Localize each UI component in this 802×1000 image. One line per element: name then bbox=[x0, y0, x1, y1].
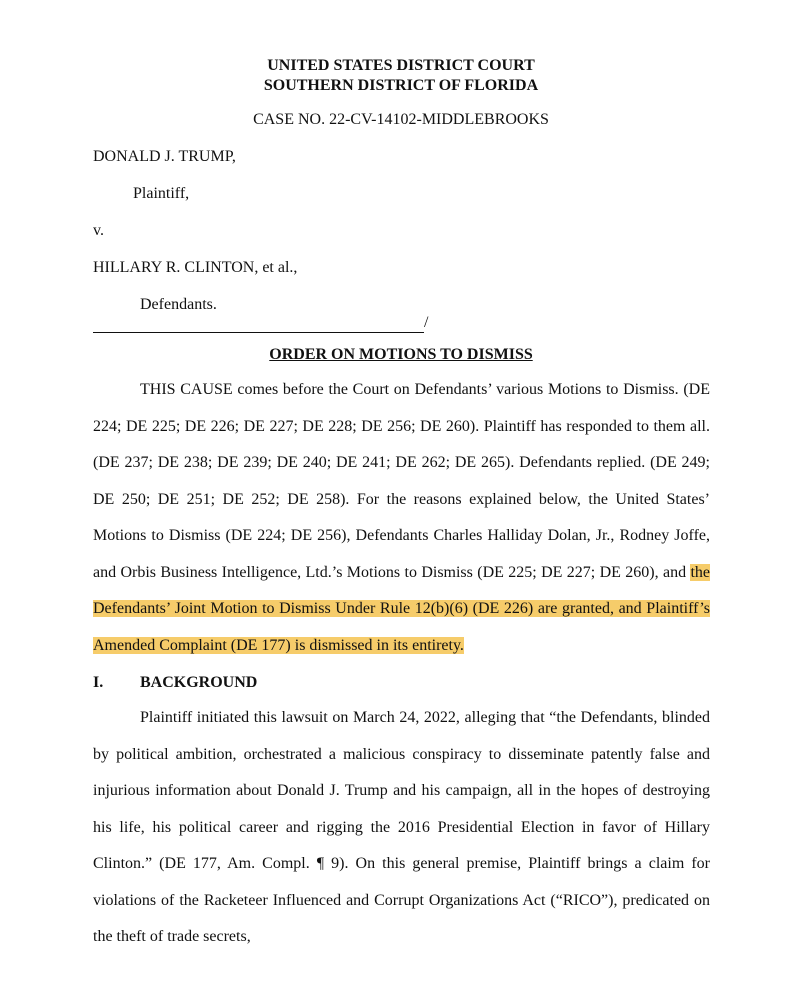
highlighted-ruling: the Defendants’ Joint Motion to Dismiss Under Rule 12(b)(6) (DE 226) are granted, and Plaintiff’s Amended Complaint (DE 177) is dismissed in its entirety. bbox=[93, 563, 710, 654]
order-paragraph-text: THIS CAUSE comes before the Court on Defendants’ various Motions to Dismiss. (DE 224; DE 225; DE 226; DE 227; DE 228; DE 256; DE 260). Plaintiff has responded to them all. (DE 237; DE 238; DE 239; DE 240; DE 241; DE 262; DE 265). Defendants replied. (DE 249; DE 250; DE 251; DE 252; DE 258). For the reasons explained below, the United States’ Motions to Dismiss (DE 224; DE 256), Defendants Charles Halliday Dolan, Jr., Rodney Joffe, and Orbis Business Intelligence, Ltd.’s Motions to Dismiss (DE 225; DE 227; DE 260), and bbox=[93, 381, 710, 581]
caption-divider-slash: / bbox=[424, 314, 429, 331]
order-paragraph bbox=[93, 372, 710, 664]
defendant-role: Defendants. bbox=[140, 296, 217, 313]
background-paragraph: Plaintiff initiated this lawsuit on March 24, 2022, alleging that “the Defendants, blinded by political ambition, orchestrated a malicious conspiracy to disseminate patently false and injurious information about Donald J. Trump and his campaign, all in the hopes of destroying his life, his political career and rigging the 2016 Presidential Election in favor of Hillary Clinton.” (DE 177, Am. Compl. ¶ 9). On this general premise, Plaintiff brings a claim for violations of the Racketeer Influenced and Corrupt Organizations Act (“RICO”), predicated on the theft of trade secrets, bbox=[93, 709, 710, 945]
caption-divider bbox=[93, 332, 424, 333]
court-name-line2: SOUTHERN DISTRICT OF FLORIDA bbox=[263, 77, 539, 94]
versus: v. bbox=[93, 222, 104, 239]
case-number: CASE NO. 22-CV-14102-MIDDLEBROOKS bbox=[253, 111, 549, 128]
plaintiff-name: DONALD J. TRUMP, bbox=[93, 148, 236, 165]
court-name-line1: UNITED STATES DISTRICT COURT bbox=[267, 57, 535, 74]
defendant-name: HILLARY R. CLINTON, et al., bbox=[93, 259, 298, 276]
plaintiff-role: Plaintiff, bbox=[133, 185, 190, 202]
section-number: I. bbox=[93, 674, 104, 691]
section-heading: BACKGROUND bbox=[140, 674, 258, 691]
order-title: ORDER ON MOTIONS TO DISMISS bbox=[269, 346, 533, 363]
